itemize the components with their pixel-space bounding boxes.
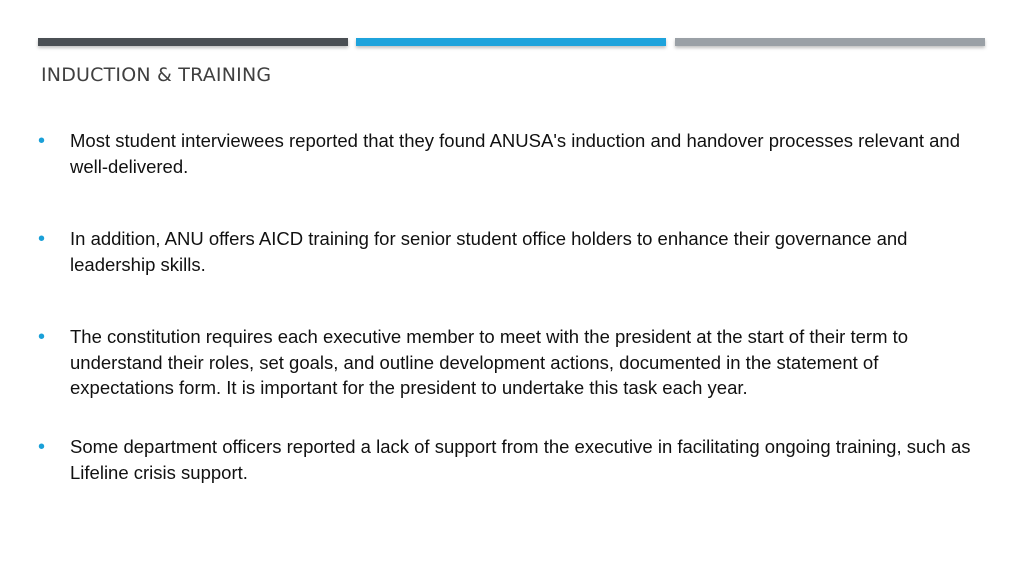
bullet-text: Some department officers reported a lack of support from the executive in facilitating ongoing training, such as Lifeline crisis support.	[70, 436, 971, 483]
header-bar-gray	[675, 38, 985, 46]
header-bar-blue	[356, 38, 666, 46]
bullet-item	[38, 226, 978, 277]
bullet-dot-icon: •	[38, 130, 46, 152]
bullet-text: In addition, ANU offers AICD training for senior student office holders to enhance their governance and leadership skills.	[70, 228, 908, 275]
bullet-item	[38, 128, 978, 179]
bullet-item	[38, 324, 978, 401]
bullet-text: The constitution requires each executive member to meet with the president at the start of their term to understand their roles, set goals, and outline development actions, documented in the statement of expectations form. It is important for the president to undertake this task each year.	[70, 326, 909, 398]
bullet-dot-icon: •	[38, 228, 46, 250]
bullet-dot-icon: •	[38, 326, 46, 348]
slide-title: INDUCTION & TRAINING	[41, 64, 272, 86]
bullet-text: Most student interviewees reported that they found ANUSA's induction and handover processes relevant and well-delivered.	[70, 130, 961, 177]
bullet-item	[38, 434, 978, 485]
bullet-dot-icon: •	[38, 436, 46, 458]
header-bar-dark	[38, 38, 348, 46]
